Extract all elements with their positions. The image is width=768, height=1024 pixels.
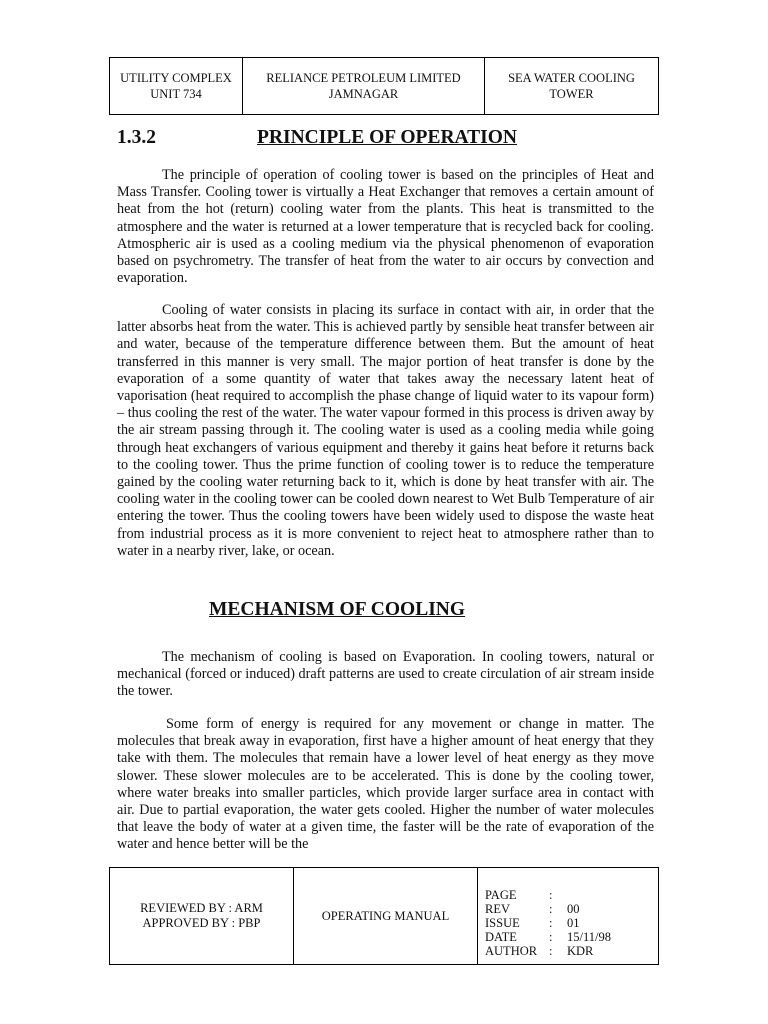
header-right-line-1: SEA WATER COOLING bbox=[508, 71, 635, 85]
footer-approved-by: APPROVED BY : PBP bbox=[142, 916, 261, 930]
meta-key: REV bbox=[485, 901, 510, 916]
paragraph-mechanism-1: The mechanism of cooling is based on Evaporation. In cooling towers, natural or mechanical (forced or induced) draft patterns are used to create circulation of air stream inside the tower. bbox=[117, 649, 654, 700]
meta-row-page bbox=[485, 888, 658, 902]
header-system bbox=[485, 58, 658, 114]
meta-value: 00 bbox=[567, 901, 580, 916]
meta-row-date bbox=[485, 930, 658, 944]
paragraph-mechanism-2-text: Some form of energy is required for any movement or change in matter. The molecules that break away in evaporation, first have a higher amount of heat energy that they take with them. The molecules that remain have a lower level of heat energy as they move slower. These slower molecules are to be accelerated. This is done by the cooling tower, where water breaks into smaller particles, which provide larger surface area in contact with air. Due to partial evaporation, the water gets cooled. Higher the number of water molecules that leave the body of water at a given time, the faster will be the rate of evaporation of the water and hence better will be the bbox=[117, 716, 654, 851]
meta-row-issue bbox=[485, 916, 658, 930]
header-left-line-2: UNIT 734 bbox=[150, 87, 202, 101]
header-left-line-1: UTILITY COMPLEX bbox=[120, 71, 232, 85]
meta-row-rev bbox=[485, 902, 658, 916]
subsection-title: MECHANISM OF COOLING bbox=[209, 599, 466, 620]
meta-key: PAGE bbox=[485, 887, 517, 902]
meta-sep: : bbox=[549, 929, 553, 944]
paragraph-mechanism-2 bbox=[117, 716, 654, 851]
meta-key: ISSUE bbox=[485, 915, 520, 930]
section-number: 1.3.2 bbox=[117, 127, 156, 148]
meta-sep: : bbox=[549, 901, 553, 916]
meta-value: 15/11/98 bbox=[567, 929, 611, 944]
header-company bbox=[243, 58, 485, 114]
paragraph-principle-1: The principle of operation of cooling tower is based on the principles of Heat and Mass Transfer. Cooling tower is virtually a Heat Exchanger that removes a certain amount of heat from the hot (return) cooling water from the plants. This heat is transmitted to the atmosphere and the water is returned at a lower temperature that is recycled back for cooling. Atmospheric air is used as a cooling medium via the physical phenomenon of evaporation based on psychrometry. The transfer of heat from the water to air occurs by convection and evaporation. bbox=[117, 167, 654, 287]
section-title: PRINCIPLE OF OPERATION bbox=[257, 127, 518, 148]
header-right-line-2: TOWER bbox=[549, 87, 594, 101]
meta-sep: : bbox=[549, 943, 553, 958]
footer-manual-label: OPERATING MANUAL bbox=[321, 908, 450, 923]
document-footer-table bbox=[109, 867, 659, 965]
meta-value: 01 bbox=[567, 915, 580, 930]
meta-sep: : bbox=[549, 915, 553, 930]
meta-row-author bbox=[485, 944, 658, 958]
footer-review-cell bbox=[110, 868, 294, 964]
meta-key: AUTHOR bbox=[485, 943, 538, 958]
footer-meta-cell bbox=[478, 868, 658, 964]
paragraph-principle-2: Cooling of water consists in placing its surface in contact with air, in order that the latter absorbs heat from the water. This is achieved partly by sensible heat transfer between air and water, because of the temperature difference between them. But the amount of heat transferred in this manner is very small. The major portion of heat transfer is done by the evaporation of a some quantity of water that takes away the necessary latent heat of vaporisation (heat required to accomplish the phase change of liquid water to its vapour form) – thus cooling the rest of the water. The water vapour formed in this process is driven away by the air stream passing through it. The cooling water is used as a cooling media while going through heat exchangers of various equipment and thereby it gains heat before it returns back to the cooling tower. Thus the prime function of cooling tower is to reduce the temperature gained by the cooling water returning back to it, which is done by heat transfer with air. The cooling water in the cooling tower can be cooled down nearest to Wet Bulb Temperature of air entering the tower. Thus the cooling towers have been widely used to dispose the waste heat from industrial process as it is more convenient to reject heat to atmosphere rather than to water in a nearby river, lake, or ocean. bbox=[117, 302, 654, 559]
header-utility-complex bbox=[110, 58, 243, 114]
document-header-table bbox=[109, 57, 659, 115]
meta-value: KDR bbox=[567, 943, 594, 958]
meta-sep: : bbox=[549, 887, 553, 902]
header-center-line-1: RELIANCE PETROLEUM LIMITED bbox=[266, 71, 461, 85]
footer-reviewed-by: REVIEWED BY : ARM bbox=[140, 901, 263, 915]
header-center-line-2: JAMNAGAR bbox=[328, 87, 399, 101]
footer-manual-cell bbox=[294, 868, 478, 964]
meta-key: DATE bbox=[485, 929, 517, 944]
section-heading bbox=[117, 127, 657, 155]
